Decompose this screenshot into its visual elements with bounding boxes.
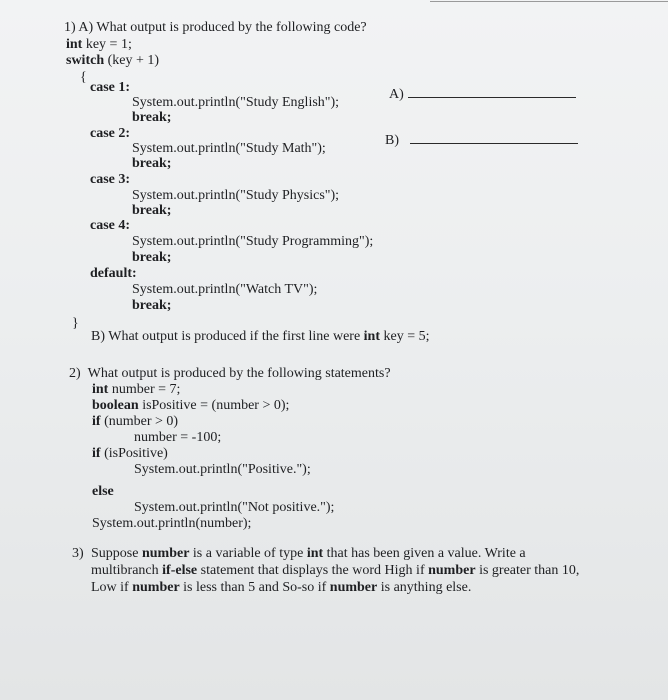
q2-code-boolean: boolean isPositive = (number > 0); bbox=[92, 398, 290, 413]
q1-part-b-prompt: B) What output is produced if the first line were int key = 5; bbox=[91, 329, 430, 344]
code-line-switch: switch (key + 1) bbox=[66, 53, 160, 68]
case-3-print: System.out.println("Study Physics"); bbox=[132, 188, 340, 203]
q3-line-2: multibranch if-else statement that displays the word High if number is greater than 10, bbox=[91, 563, 580, 578]
q2-code-print-number: System.out.println(number); bbox=[92, 516, 252, 531]
answer-a-blank[interactable] bbox=[408, 97, 576, 98]
case-3-label: case 3: bbox=[90, 172, 131, 187]
case-4-break: break; bbox=[132, 250, 172, 265]
answer-a-label: A) bbox=[389, 87, 404, 102]
code-open-brace: { bbox=[80, 70, 87, 85]
case-2-label: case 2: bbox=[90, 126, 131, 141]
case-1-break: break; bbox=[132, 110, 172, 125]
default-label: default: bbox=[90, 266, 137, 281]
page-edge-line bbox=[430, 1, 668, 2]
case-1-print: System.out.println("Study English"); bbox=[132, 95, 340, 110]
case-3-break: break; bbox=[132, 203, 172, 218]
q2-code-else: else bbox=[92, 484, 114, 499]
case-4-print: System.out.println("Study Programming"); bbox=[132, 234, 374, 249]
q2-code-if-number: if (number > 0) bbox=[92, 414, 179, 429]
default-break: break; bbox=[132, 298, 172, 313]
answer-b-blank[interactable] bbox=[410, 143, 578, 144]
case-4-label: case 4: bbox=[90, 218, 131, 233]
case-2-break: break; bbox=[132, 156, 172, 171]
q1-number: 1) bbox=[64, 20, 76, 35]
q3-number: 3) bbox=[72, 546, 84, 561]
q2-heading bbox=[69, 366, 391, 382]
q3-line-1: Suppose number is a variable of type int that has been given a value. Write a bbox=[91, 546, 526, 561]
q2-code-if-ispositive: if (isPositive) bbox=[92, 446, 168, 461]
case-2-print: System.out.println("Study Math"); bbox=[132, 141, 326, 156]
q2-code-int-number: int number = 7; bbox=[92, 382, 181, 397]
q2-number: 2) bbox=[69, 366, 81, 381]
answer-b-label: B) bbox=[385, 133, 399, 148]
q2-code-print-positive: System.out.println("Positive."); bbox=[134, 462, 311, 477]
q2-code-print-not-positive: System.out.println("Not positive."); bbox=[134, 500, 335, 515]
q3-line-3: Low if number is less than 5 and So-so if number is anything else. bbox=[91, 580, 472, 595]
case-1-label: case 1: bbox=[90, 80, 131, 95]
default-print: System.out.println("Watch TV"); bbox=[132, 282, 318, 297]
q2-code-assign: number = -100; bbox=[134, 430, 222, 445]
code-line-int-key: int key = 1; bbox=[66, 37, 132, 52]
q1-heading bbox=[64, 20, 367, 36]
code-close-brace: } bbox=[72, 316, 79, 331]
q2-prompt: What output is produced by the following statements? bbox=[87, 366, 391, 381]
q1-part-a-prompt: A) What output is produced by the following code? bbox=[78, 20, 367, 35]
